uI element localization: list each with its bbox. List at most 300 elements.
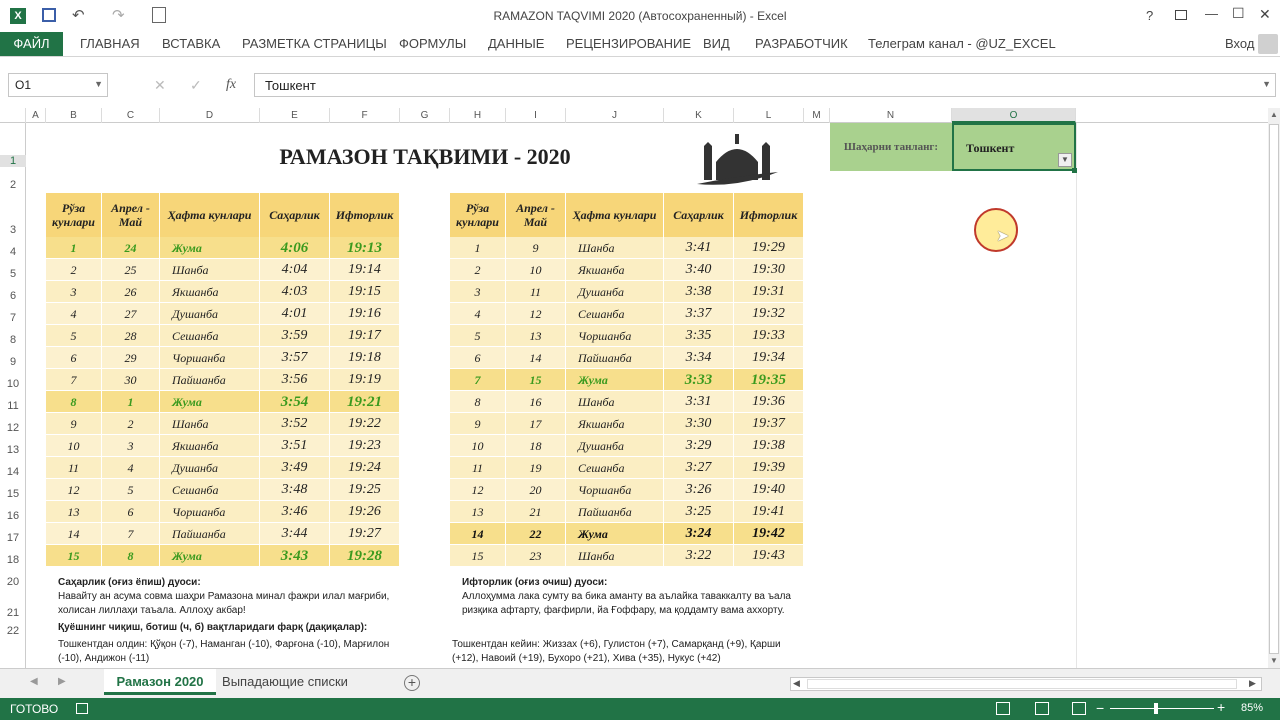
scroll-right-icon[interactable]: ▶ bbox=[1249, 678, 1256, 688]
header-month: Апрел - Май bbox=[102, 193, 160, 237]
date-cell[interactable]: 25 bbox=[102, 259, 160, 281]
iftar-cell[interactable]: 19:25 bbox=[330, 479, 400, 501]
table-row bbox=[46, 281, 400, 303]
table-row bbox=[46, 435, 400, 457]
suhoor-cell[interactable]: 4:03 bbox=[260, 281, 330, 303]
suhoor-cell[interactable]: 3:41 bbox=[664, 237, 734, 259]
city-label: Шаҳарни танланг: bbox=[843, 141, 939, 153]
sheet-tab-label: Рамазон 2020 bbox=[116, 674, 204, 689]
tab-home[interactable]: ГЛАВНАЯ bbox=[80, 36, 140, 51]
mosque-icon bbox=[692, 128, 782, 188]
weekday-cell[interactable]: Сешанба bbox=[566, 457, 664, 479]
suhoor-cell[interactable]: 3:57 bbox=[260, 347, 330, 369]
tab-formulas[interactable]: ФОРМУЛЫ bbox=[399, 36, 467, 51]
date-cell[interactable]: 8 bbox=[102, 545, 160, 567]
date-cell[interactable]: 24 bbox=[102, 237, 160, 259]
maximize-button[interactable]: ☐ bbox=[1232, 5, 1245, 21]
tab-file[interactable]: ФАЙЛ bbox=[0, 32, 63, 56]
fast-day-cell[interactable]: 2 bbox=[46, 259, 102, 281]
date-cell[interactable]: 22 bbox=[506, 523, 566, 545]
tab-view[interactable]: ВИД bbox=[703, 36, 730, 51]
user-avatar-icon[interactable] bbox=[1258, 34, 1278, 54]
suhoor-cell[interactable]: 3:49 bbox=[260, 457, 330, 479]
fast-day-cell[interactable]: 5 bbox=[450, 325, 506, 347]
suhoor-dua-title: Саҳарлик (оғиз ёпиш) дуоси: bbox=[58, 577, 201, 588]
fast-day-cell[interactable]: 11 bbox=[450, 457, 506, 479]
col-header-o[interactable]: O bbox=[952, 108, 1076, 123]
iftar-cell[interactable]: 19:38 bbox=[734, 435, 804, 457]
time-diff-after: Тошкентдан кейин: Жиззах (+6), Гулистон (+7), Самарқанд (+9), Қарши (+12), Навоий (+19), Бухоро (+21), Хива (+35), Нукус (+42) bbox=[452, 639, 781, 664]
row-header[interactable]: 8 bbox=[9, 334, 17, 346]
status-ready: ГОТОВО bbox=[10, 702, 59, 716]
col-header-g[interactable]: G bbox=[400, 108, 450, 123]
date-cell[interactable]: 30 bbox=[102, 369, 160, 391]
date-cell[interactable]: 16 bbox=[506, 391, 566, 413]
redo-icon[interactable]: ↷ bbox=[112, 7, 125, 24]
sign-in-link[interactable]: Вход bbox=[1225, 36, 1255, 51]
table-row bbox=[450, 523, 804, 545]
col-header-b[interactable]: B bbox=[46, 108, 102, 123]
fast-day-cell[interactable]: 7 bbox=[46, 369, 102, 391]
fast-day-cell[interactable]: 7 bbox=[450, 369, 506, 391]
normal-view-icon[interactable] bbox=[996, 702, 1010, 715]
column-headers bbox=[0, 108, 1268, 123]
weekday-cell[interactable]: Душанба bbox=[566, 435, 664, 457]
date-cell[interactable]: 1 bbox=[102, 391, 160, 413]
iftar-cell[interactable]: 19:14 bbox=[330, 259, 400, 281]
header-suhoor: Саҳарлик bbox=[664, 193, 734, 237]
header-fast-days: Рўза кунлари bbox=[46, 193, 102, 237]
date-cell[interactable]: 10 bbox=[506, 259, 566, 281]
table-row bbox=[46, 545, 400, 567]
print-preview-icon[interactable] bbox=[152, 7, 166, 23]
row-header[interactable]: 15 bbox=[6, 488, 20, 500]
iftar-cell[interactable]: 19:19 bbox=[330, 369, 400, 391]
weekday-cell[interactable]: Якшанба bbox=[566, 413, 664, 435]
row-header[interactable]: 16 bbox=[6, 510, 20, 522]
suhoor-cell[interactable]: 3:37 bbox=[664, 303, 734, 325]
suhoor-cell[interactable]: 3:40 bbox=[664, 259, 734, 281]
col-header-m[interactable]: M bbox=[804, 108, 830, 123]
fast-day-cell[interactable]: 1 bbox=[46, 237, 102, 259]
iftar-dua-text: Аллоҳумма лака сумту ва бика аманту ва аълайка таваккалту ва ъала ризқика афтарту, фағфирли, йа Ғоффару, ма қоддамту вама аххорту. bbox=[462, 591, 791, 616]
weekday-cell[interactable]: Шанба bbox=[566, 237, 664, 259]
fast-day-cell[interactable]: 15 bbox=[450, 545, 506, 567]
suhoor-cell[interactable]: 3:38 bbox=[664, 281, 734, 303]
col-header-j[interactable]: J bbox=[566, 108, 664, 123]
date-cell[interactable]: 7 bbox=[102, 523, 160, 545]
date-cell[interactable]: 3 bbox=[102, 435, 160, 457]
prev-sheet-icon[interactable]: ◀ bbox=[30, 676, 38, 687]
tab-developer[interactable]: РАЗРАБОТЧИК bbox=[755, 36, 848, 51]
date-cell[interactable]: 11 bbox=[506, 281, 566, 303]
expand-formula-icon[interactable]: ▼ bbox=[1262, 79, 1271, 89]
sheet-edge bbox=[1076, 123, 1077, 668]
iftar-cell[interactable]: 19:13 bbox=[330, 237, 400, 259]
col-header-a[interactable]: A bbox=[26, 108, 46, 123]
suhoor-cell[interactable]: 4:01 bbox=[260, 303, 330, 325]
suhoor-cell[interactable]: 3:25 bbox=[664, 501, 734, 523]
iftar-cell[interactable]: 19:37 bbox=[734, 413, 804, 435]
table-row bbox=[450, 237, 804, 259]
weekday-cell[interactable]: Жума bbox=[566, 523, 664, 545]
name-box[interactable] bbox=[8, 73, 108, 97]
window-title: RAMAZON TAQVIMI 2020 (Автосохраненный) - Excel bbox=[493, 9, 787, 23]
date-cell[interactable]: 6 bbox=[102, 501, 160, 523]
weekday-cell[interactable]: Жума bbox=[160, 391, 260, 413]
suhoor-cell[interactable]: 3:46 bbox=[260, 501, 330, 523]
fast-day-cell[interactable]: 9 bbox=[450, 413, 506, 435]
weekday-cell[interactable]: Якшанба bbox=[160, 281, 260, 303]
date-cell[interactable]: 4 bbox=[102, 457, 160, 479]
row-header[interactable]: 4 bbox=[9, 246, 17, 258]
weekday-cell[interactable]: Якшанба bbox=[566, 259, 664, 281]
zoom-out-icon[interactable]: − bbox=[1096, 700, 1105, 716]
weekday-cell[interactable]: Душанба bbox=[160, 303, 260, 325]
sheet-tab-active[interactable] bbox=[104, 669, 216, 695]
suhoor-cell[interactable]: 3:59 bbox=[260, 325, 330, 347]
fast-day-cell[interactable]: 1 bbox=[450, 237, 506, 259]
weekday-cell[interactable]: Шанба bbox=[566, 391, 664, 413]
fast-day-cell[interactable]: 6 bbox=[46, 347, 102, 369]
save-icon[interactable] bbox=[42, 8, 56, 22]
iftar-cell[interactable]: 19:41 bbox=[734, 501, 804, 523]
row-header[interactable]: 1 bbox=[0, 155, 26, 167]
close-button[interactable]: ✕ bbox=[1259, 6, 1271, 22]
suhoor-cell[interactable]: 3:31 bbox=[664, 391, 734, 413]
fast-day-cell[interactable]: 2 bbox=[450, 259, 506, 281]
time-diff-before: Тошкентдан олдин: Қўқон (-7), Наманган (-10), Фарғона (-10), Марғилон (-10), Андижон (-11) bbox=[58, 639, 390, 664]
row-headers bbox=[0, 123, 26, 668]
scroll-up-icon[interactable]: ▲ bbox=[1270, 110, 1278, 119]
table-row bbox=[46, 479, 400, 501]
date-cell[interactable]: 9 bbox=[506, 237, 566, 259]
table-row bbox=[46, 369, 400, 391]
suhoor-cell[interactable]: 3:24 bbox=[664, 523, 734, 545]
formula-bar bbox=[0, 70, 1280, 100]
right-table bbox=[450, 193, 804, 568]
row-header[interactable]: 2 bbox=[9, 179, 17, 191]
chevron-down-icon[interactable]: ▼ bbox=[94, 79, 103, 89]
iftar-cell[interactable]: 19:24 bbox=[330, 457, 400, 479]
zoom-level[interactable]: 85% bbox=[1241, 702, 1264, 714]
iftar-dua-title: Ифторлик (оғиз очиш) дуоси: bbox=[462, 577, 608, 588]
fast-day-cell[interactable]: 12 bbox=[46, 479, 102, 501]
weekday-cell[interactable]: Шанба bbox=[160, 413, 260, 435]
excel-logo-icon: X bbox=[10, 8, 26, 24]
suhoor-cell[interactable]: 3:34 bbox=[664, 347, 734, 369]
row-header[interactable]: 5 bbox=[9, 268, 17, 280]
row-header[interactable]: 13 bbox=[6, 444, 20, 456]
fast-day-cell[interactable]: 8 bbox=[450, 391, 506, 413]
weekday-cell[interactable]: Шанба bbox=[160, 259, 260, 281]
undo-icon[interactable]: ↶ bbox=[72, 7, 85, 24]
tab-data[interactable]: ДАННЫЕ bbox=[488, 36, 545, 51]
iftar-cell[interactable]: 19:29 bbox=[734, 237, 804, 259]
suhoor-cell[interactable]: 3:44 bbox=[260, 523, 330, 545]
weekday-cell[interactable]: Пайшанба bbox=[160, 523, 260, 545]
tab-insert[interactable]: ВСТАВКА bbox=[162, 36, 221, 51]
col-header-l[interactable]: L bbox=[734, 108, 804, 123]
fast-day-cell[interactable]: 4 bbox=[450, 303, 506, 325]
sheet-tab-dropdowns[interactable] bbox=[220, 669, 350, 695]
row-header[interactable]: 10 bbox=[6, 378, 20, 390]
iftar-cell[interactable]: 19:21 bbox=[330, 391, 400, 413]
table-row bbox=[46, 391, 400, 413]
table-row bbox=[450, 325, 804, 347]
table-row bbox=[46, 303, 400, 325]
tab-page-layout[interactable]: РАЗМЕТКА СТРАНИЦЫ bbox=[242, 36, 387, 51]
scroll-down-icon[interactable]: ▼ bbox=[1270, 656, 1278, 665]
fast-day-cell[interactable]: 14 bbox=[450, 523, 506, 545]
ribbon-display-icon[interactable] bbox=[1175, 10, 1187, 20]
header-fast-days: Рўза кунлари bbox=[450, 193, 506, 237]
vertical-scrollbar[interactable] bbox=[1268, 108, 1280, 668]
fast-day-cell[interactable]: 10 bbox=[46, 435, 102, 457]
suhoor-cell[interactable]: 3:56 bbox=[260, 369, 330, 391]
fast-day-cell[interactable]: 9 bbox=[46, 413, 102, 435]
suhoor-cell[interactable]: 3:54 bbox=[260, 391, 330, 413]
weekday-cell[interactable]: Чоршанба bbox=[160, 501, 260, 523]
row-header[interactable]: 21 bbox=[6, 607, 20, 619]
formula-input[interactable] bbox=[254, 73, 1276, 97]
table-row bbox=[46, 325, 400, 347]
date-cell[interactable]: 26 bbox=[102, 281, 160, 303]
suhoor-cell[interactable]: 3:51 bbox=[260, 435, 330, 457]
weekday-cell[interactable]: Шанба bbox=[566, 545, 664, 567]
header-iftar: Ифторлик bbox=[330, 193, 400, 237]
suhoor-cell[interactable]: 3:33 bbox=[664, 369, 734, 391]
suhoor-cell[interactable]: 3:43 bbox=[260, 545, 330, 567]
row-header[interactable]: 12 bbox=[6, 422, 20, 434]
weekday-cell[interactable]: Сешанба bbox=[566, 303, 664, 325]
fast-day-cell[interactable]: 8 bbox=[46, 391, 102, 413]
weekday-cell[interactable]: Сешанба bbox=[160, 479, 260, 501]
city-label-cell bbox=[830, 123, 952, 171]
date-cell[interactable]: 17 bbox=[506, 413, 566, 435]
date-cell[interactable]: 19 bbox=[506, 457, 566, 479]
iftar-cell[interactable]: 19:40 bbox=[734, 479, 804, 501]
col-header-e[interactable]: E bbox=[260, 108, 330, 123]
fast-day-cell[interactable]: 6 bbox=[450, 347, 506, 369]
suhoor-cell[interactable]: 3:27 bbox=[664, 457, 734, 479]
name-box-value: O1 bbox=[15, 78, 32, 92]
table-row bbox=[46, 523, 400, 545]
date-cell[interactable]: 14 bbox=[506, 347, 566, 369]
fast-day-cell[interactable]: 10 bbox=[450, 435, 506, 457]
row-header[interactable]: 20 bbox=[6, 576, 20, 588]
iftar-cell[interactable]: 19:39 bbox=[734, 457, 804, 479]
row-header[interactable]: 18 bbox=[6, 554, 20, 566]
fast-day-cell[interactable]: 11 bbox=[46, 457, 102, 479]
fast-day-cell[interactable]: 3 bbox=[46, 281, 102, 303]
col-header-n[interactable]: N bbox=[830, 108, 952, 123]
date-cell[interactable]: 21 bbox=[506, 501, 566, 523]
weekday-cell[interactable]: Жума bbox=[160, 545, 260, 567]
iftar-cell[interactable]: 19:17 bbox=[330, 325, 400, 347]
row-header[interactable]: 7 bbox=[9, 312, 17, 324]
dropdown-arrow-icon[interactable]: ▼ bbox=[1058, 153, 1072, 167]
iftar-cell[interactable]: 19:42 bbox=[734, 523, 804, 545]
date-cell[interactable]: 13 bbox=[506, 325, 566, 347]
help-button[interactable]: ? bbox=[1146, 8, 1154, 23]
iftar-cell[interactable]: 19:33 bbox=[734, 325, 804, 347]
weekday-cell[interactable]: Сешанба bbox=[160, 325, 260, 347]
date-cell[interactable]: 18 bbox=[506, 435, 566, 457]
table-row bbox=[450, 413, 804, 435]
fast-day-cell[interactable]: 13 bbox=[46, 501, 102, 523]
weekday-cell[interactable]: Пайшанба bbox=[160, 369, 260, 391]
date-cell[interactable]: 28 bbox=[102, 325, 160, 347]
iftar-cell[interactable]: 19:22 bbox=[330, 413, 400, 435]
suhoor-cell[interactable]: 3:52 bbox=[260, 413, 330, 435]
iftar-cell[interactable]: 19:27 bbox=[330, 523, 400, 545]
col-header-f[interactable]: F bbox=[330, 108, 400, 123]
title-bar bbox=[0, 0, 1280, 32]
iftar-cell[interactable]: 19:36 bbox=[734, 391, 804, 413]
table-row bbox=[450, 303, 804, 325]
iftar-cell[interactable]: 19:28 bbox=[330, 545, 400, 567]
header-suhoor: Саҳарлик bbox=[260, 193, 330, 237]
iftar-cell[interactable]: 19:31 bbox=[734, 281, 804, 303]
tab-review[interactable]: РЕЦЕНЗИРОВАНИЕ bbox=[566, 36, 692, 51]
tab-telegram[interactable]: Телеграм канал - @UZ_EXCEL bbox=[868, 36, 1056, 51]
col-header-i[interactable]: I bbox=[506, 108, 566, 123]
horizontal-scrollbar[interactable] bbox=[790, 677, 1262, 691]
row-header[interactable]: 6 bbox=[9, 290, 17, 302]
add-sheet-icon[interactable]: + bbox=[404, 675, 420, 691]
weekday-cell[interactable]: Чоршанба bbox=[566, 479, 664, 501]
suhoor-cell[interactable]: 3:35 bbox=[664, 325, 734, 347]
iftar-cell[interactable]: 19:34 bbox=[734, 347, 804, 369]
iftar-cell[interactable]: 19:18 bbox=[330, 347, 400, 369]
suhoor-dua-text: Навайту ан асума совма шаҳри Рамазона минал фажри илал мағриби, холисан лиллаҳи таъала. Аллоҳу акбар! bbox=[58, 591, 390, 616]
table-row bbox=[450, 501, 804, 523]
table-row bbox=[46, 413, 400, 435]
insert-function-icon[interactable]: fx bbox=[226, 77, 237, 92]
suhoor-cell[interactable]: 3:29 bbox=[664, 435, 734, 457]
date-cell[interactable]: 27 bbox=[102, 303, 160, 325]
table-row bbox=[450, 479, 804, 501]
date-cell[interactable]: 2 bbox=[102, 413, 160, 435]
iftar-cell[interactable]: 19:35 bbox=[734, 369, 804, 391]
table-row bbox=[450, 281, 804, 303]
suhoor-cell[interactable]: 3:48 bbox=[260, 479, 330, 501]
weekday-cell[interactable]: Чоршанба bbox=[566, 325, 664, 347]
table-row bbox=[46, 501, 400, 523]
weekday-cell[interactable]: Жума bbox=[160, 237, 260, 259]
iftar-cell[interactable]: 19:30 bbox=[734, 259, 804, 281]
col-header-d[interactable]: D bbox=[160, 108, 260, 123]
fast-day-cell[interactable]: 13 bbox=[450, 501, 506, 523]
fast-day-cell[interactable]: 4 bbox=[46, 303, 102, 325]
date-cell[interactable]: 29 bbox=[102, 347, 160, 369]
time-diff-title: Қуёшнинг чиқиш, ботиш (ч, б) вақтларидаги фарқ (дақиқалар): bbox=[58, 622, 368, 633]
suhoor-cell[interactable]: 3:22 bbox=[664, 545, 734, 567]
city-dropdown-cell[interactable] bbox=[952, 123, 1076, 171]
ribbon-divider bbox=[0, 56, 1280, 57]
weekday-cell[interactable]: Якшанба bbox=[160, 435, 260, 457]
table-row bbox=[450, 435, 804, 457]
date-cell[interactable]: 23 bbox=[506, 545, 566, 567]
suhoor-cell[interactable]: 4:06 bbox=[260, 237, 330, 259]
iftar-cell[interactable]: 19:43 bbox=[734, 545, 804, 567]
fast-day-cell[interactable]: 14 bbox=[46, 523, 102, 545]
table-row bbox=[46, 259, 400, 281]
iftar-cell[interactable]: 19:16 bbox=[330, 303, 400, 325]
iftar-cell[interactable]: 19:32 bbox=[734, 303, 804, 325]
header-weekday: Ҳафта кунлари bbox=[160, 193, 260, 237]
page-break-view-icon[interactable] bbox=[1072, 702, 1086, 715]
iftar-cell[interactable]: 19:23 bbox=[330, 435, 400, 457]
weekday-cell[interactable]: Пайшанба bbox=[566, 501, 664, 523]
col-header-h[interactable]: H bbox=[450, 108, 506, 123]
header-month: Апрел - Май bbox=[506, 193, 566, 237]
suhoor-cell[interactable]: 4:04 bbox=[260, 259, 330, 281]
date-cell[interactable]: 5 bbox=[102, 479, 160, 501]
table-row bbox=[46, 457, 400, 479]
zoom-slider-thumb[interactable] bbox=[1154, 703, 1158, 714]
minimize-button[interactable]: — bbox=[1205, 6, 1218, 21]
col-header-c[interactable]: C bbox=[102, 108, 160, 123]
date-cell[interactable]: 15 bbox=[506, 369, 566, 391]
macro-record-icon[interactable] bbox=[76, 703, 88, 714]
date-cell[interactable]: 20 bbox=[506, 479, 566, 501]
weekday-cell[interactable]: Душанба bbox=[160, 457, 260, 479]
fast-day-cell[interactable]: 15 bbox=[46, 545, 102, 567]
row-header[interactable]: 9 bbox=[9, 356, 17, 368]
select-all-button[interactable] bbox=[0, 108, 26, 123]
ribbon-tabs bbox=[0, 32, 1280, 56]
fill-handle[interactable] bbox=[1072, 168, 1077, 173]
fast-day-cell[interactable]: 5 bbox=[46, 325, 102, 347]
iftar-cell[interactable]: 19:15 bbox=[330, 281, 400, 303]
date-cell[interactable]: 12 bbox=[506, 303, 566, 325]
scroll-thumb[interactable] bbox=[1269, 124, 1279, 654]
header-iftar: Ифторлик bbox=[734, 193, 804, 237]
fast-day-cell[interactable]: 3 bbox=[450, 281, 506, 303]
zoom-slider[interactable] bbox=[1110, 708, 1214, 709]
weekday-cell[interactable]: Душанба bbox=[566, 281, 664, 303]
table-row bbox=[450, 457, 804, 479]
fast-day-cell[interactable]: 12 bbox=[450, 479, 506, 501]
row-header[interactable]: 22 bbox=[6, 625, 20, 637]
row-header[interactable]: 17 bbox=[6, 532, 20, 544]
table-row bbox=[46, 237, 400, 259]
zoom-in-icon[interactable]: + bbox=[1217, 699, 1226, 715]
status-bar bbox=[0, 698, 1280, 720]
page-layout-view-icon[interactable] bbox=[1035, 702, 1049, 715]
table-row bbox=[450, 259, 804, 281]
suhoor-cell[interactable]: 3:30 bbox=[664, 413, 734, 435]
weekday-cell[interactable]: Жума bbox=[566, 369, 664, 391]
row-header[interactable]: 14 bbox=[6, 466, 20, 478]
hscroll-thumb[interactable] bbox=[807, 679, 1237, 689]
suhoor-cell[interactable]: 3:26 bbox=[664, 479, 734, 501]
row-header[interactable]: 3 bbox=[9, 224, 17, 236]
weekday-cell[interactable]: Пайшанба bbox=[566, 347, 664, 369]
col-header-k[interactable]: K bbox=[664, 108, 734, 123]
table-row bbox=[450, 391, 804, 413]
weekday-cell[interactable]: Чоршанба bbox=[160, 347, 260, 369]
sheet-tab-label: Выпадающие списки bbox=[222, 674, 348, 689]
cancel-icon[interactable]: ✕ bbox=[154, 77, 166, 93]
row-header[interactable]: 11 bbox=[7, 400, 19, 412]
scroll-left-icon[interactable]: ◀ bbox=[793, 678, 800, 688]
enter-icon[interactable]: ✓ bbox=[190, 77, 202, 93]
next-sheet-icon[interactable]: ▶ bbox=[58, 676, 66, 687]
iftar-cell[interactable]: 19:26 bbox=[330, 501, 400, 523]
